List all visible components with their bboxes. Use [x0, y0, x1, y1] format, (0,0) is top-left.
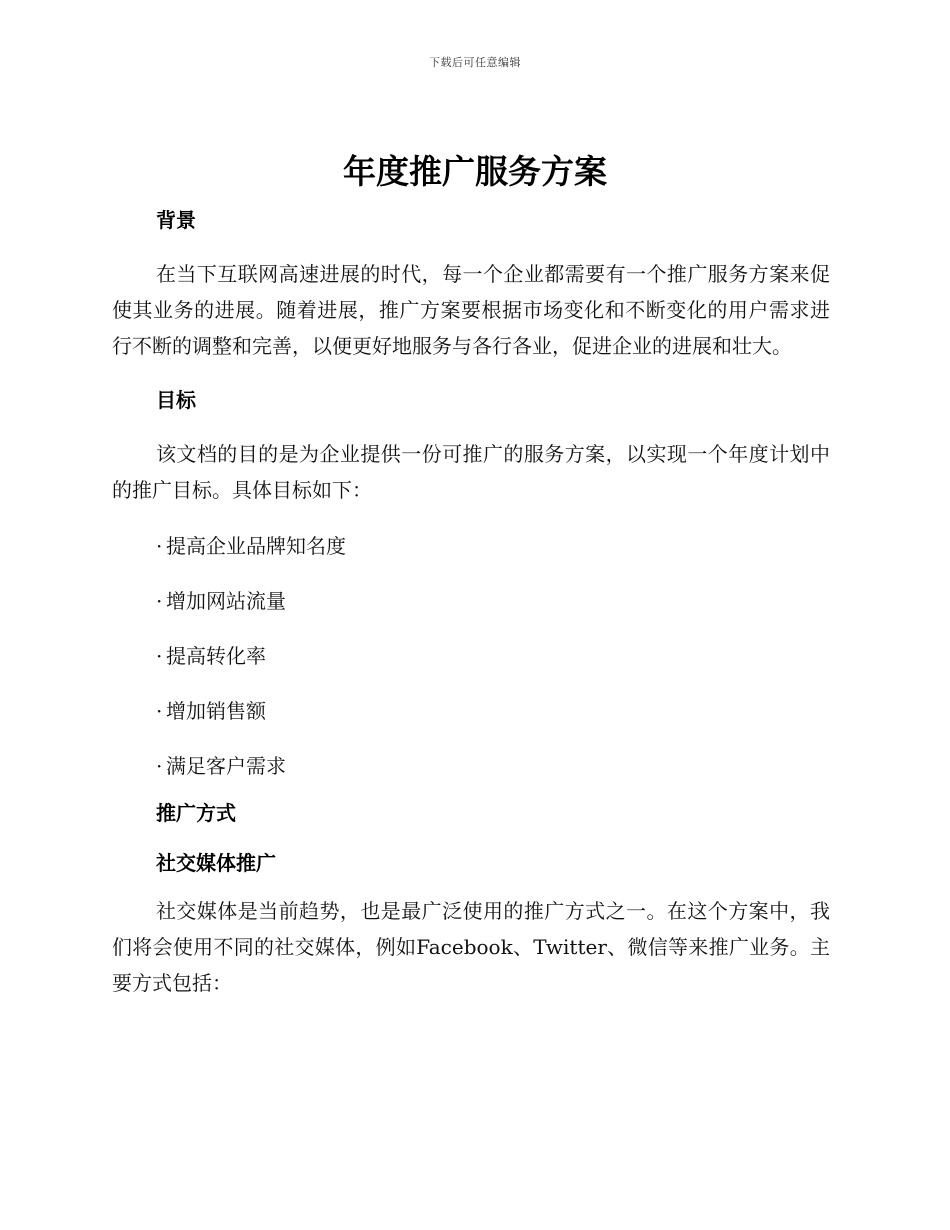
list-item — [112, 529, 830, 563]
list-item — [112, 749, 830, 783]
list-item — [112, 694, 830, 728]
list-item-text: 提高企业品牌知名度 — [166, 534, 346, 558]
section-heading-methods: 推广方式 — [156, 801, 236, 825]
page-header-note: 下载后可任意编辑 — [429, 56, 521, 69]
goals-list — [112, 529, 830, 783]
section-heading-background: 背景 — [156, 208, 196, 232]
bullet-marker: · — [156, 534, 163, 558]
bullet-marker: · — [156, 589, 163, 613]
background-paragraph: 在当下互联网高速进展的时代，每一个企业都需要有一个推广服务方案来促使其业务的进展。随着进展，推广方案要根据市场变化和不断变化的用户需求进行不断的调整和完善，以便更好地服务与各行各业，促进企业的进展和壮大。 — [112, 262, 830, 358]
social-media-paragraph: 社交媒体是当前趋势，也是最广泛使用的推广方式之一。在这个方案中，我们将会使用不同的社交媒体，例如Facebook、Twitter、微信等来推广业务。主要方式包括： — [112, 899, 830, 995]
goals-paragraph: 该文档的目的是为企业提供一份可推广的服务方案，以实现一个年度计划中的推广目标。具体目标如下： — [112, 442, 830, 502]
document-body — [112, 200, 830, 1001]
bullet-marker: · — [156, 754, 163, 778]
section-heading-goals: 目标 — [156, 388, 196, 412]
bullet-marker: · — [156, 644, 163, 668]
list-item — [112, 584, 830, 618]
subsection-heading-social-media: 社交媒体推广 — [156, 851, 276, 875]
document-title: 年度推广服务方案 — [343, 152, 607, 191]
list-item-text: 增加销售额 — [166, 699, 266, 723]
list-item-text: 提高转化率 — [166, 644, 266, 668]
list-item — [112, 639, 830, 673]
list-item-text: 增加网站流量 — [166, 589, 286, 613]
bullet-marker: · — [156, 699, 163, 723]
list-item-text: 满足客户需求 — [166, 754, 286, 778]
